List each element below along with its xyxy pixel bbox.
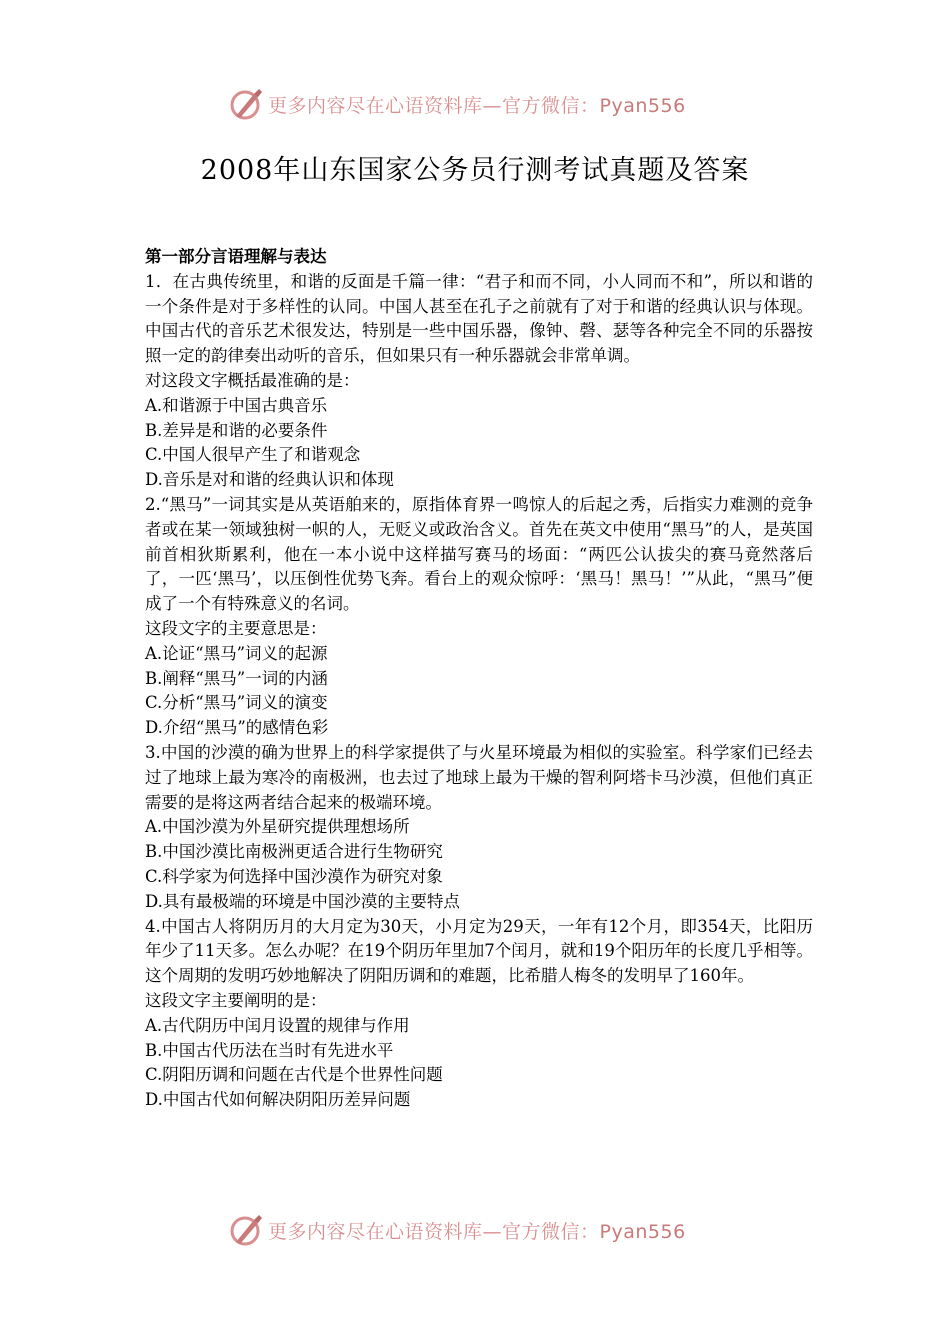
question-1-option-a: A.和谐源于中国古典音乐 [145,395,328,415]
question-2-option-a: A.论证“黑马”词义的起源 [145,643,328,663]
question-2-option-c: C.分析“黑马”词义的演变 [145,693,328,713]
question-4-option-d: D.中国古代如何解决阴阳历差异问题 [145,1090,411,1110]
question-3-stem: 3.中国的沙漠的确为世界上的科学家提供了与火星环境最为相似的实验室。科学家们已经去过了地球上最为寒冷的南极洲，也去过了地球上最为干燥的智利阿塔卡马沙漠，但他们真正需要的是将这两者结合起来的极端环境。 [145,742,813,812]
question-1-option-d: D.音乐是对和谐的经典认识和体现 [145,470,394,490]
question-2-prompt: 这段文字的主要意思是： [145,618,327,638]
question-4-prompt: 这段文字主要阐明的是： [145,990,327,1010]
question-4-stem: 4.中国古人将阴历月的大月定为30天，小月定为29天，一年有12个月，即354天，比阳历年少了11天多。怎么办呢？在19个阴历年里加7个闰月，就和19个阳历年的长度几乎相等。这个周期的发明巧妙地解决了阴阳历调和的难题，比希腊人梅冬的发明早了160年。 [145,916,813,986]
banner-label: 更多内容尽在心语资料库—官方微信： [268,1220,600,1243]
pen-logo-icon [228,86,264,122]
question-1-stem: 1．在古典传统里，和谐的反面是千篇一律：“君子和而不同，小人同而不和”，所以和谐的一个条件是对于多样性的认同。中国人甚至在孔子之前就有了对于和谐的经典认识与体现。中国古代的音乐艺术很发达，特别是一些中国乐器，像钟、磬、瑟等各种完全不同的乐器按照一定的韵律奏出动听的音乐，但如果只有一种乐器就会非常单调。 [145,271,813,366]
question-4-option-b: B.中国古代历法在当时有先进水平 [145,1040,394,1060]
question-4-option-c: C.阴阳历调和问题在古代是个世界性问题 [145,1065,443,1085]
question-1-prompt: 对这段文字概括最准确的是： [145,370,360,390]
banner-text [268,91,686,118]
section-heading: 第一部分言语理解与表达 [145,247,327,266]
banner-label: 更多内容尽在心语资料库—官方微信： [268,94,600,117]
question-3-option-b: B.中国沙漠比南极洲更适合进行生物研究 [145,842,443,862]
question-1-option-b: B.差异是和谐的必要条件 [145,420,328,440]
banner-wechat-id: Pyan556 [599,94,686,117]
question-4-option-a: A.古代阴历中闰月设置的规律与作用 [145,1015,410,1035]
banner-text [268,1217,686,1244]
question-3-option-a: A.中国沙漠为外星研究提供理想场所 [145,817,410,837]
banner-wechat-id: Pyan556 [599,1220,686,1243]
question-1-option-c: C.中国人很早产生了和谐观念 [145,445,361,465]
header-watermark-banner [228,84,728,124]
document-body [145,245,813,1113]
question-2-option-b: B.阐释“黑马”一词的内涵 [145,668,328,688]
pen-logo-icon [228,1212,264,1248]
document-title: 2008年山东国家公务员行测考试真题及答案 [200,155,750,186]
question-3-option-d: D.具有最极端的环境是中国沙漠的主要特点 [145,891,460,911]
question-2-stem: 2.“黑马”一词其实是从英语舶来的，原指体育界一鸣惊人的后起之秀，后指实力难测的竞争者或在某一领域独树一帜的人，无贬义或政治含义。首先在英文中使用“黑马”的人，是英国前首相狄斯累利，他在一本小说中这样描写赛马的场面：“两匹公认拔尖的赛马竟然落后了，一匹‘黑马’，以压倒性优势飞奔。看台上的观众惊呼：‘黑马！黑马！’”从此，“黑马”便成了一个有特殊意义的名词。 [145,494,813,614]
footer-watermark-banner [228,1210,728,1250]
question-2-option-d: D.介绍“黑马”的感情色彩 [145,718,329,738]
question-3-option-c: C.科学家为何选择中国沙漠作为研究对象 [145,866,443,886]
